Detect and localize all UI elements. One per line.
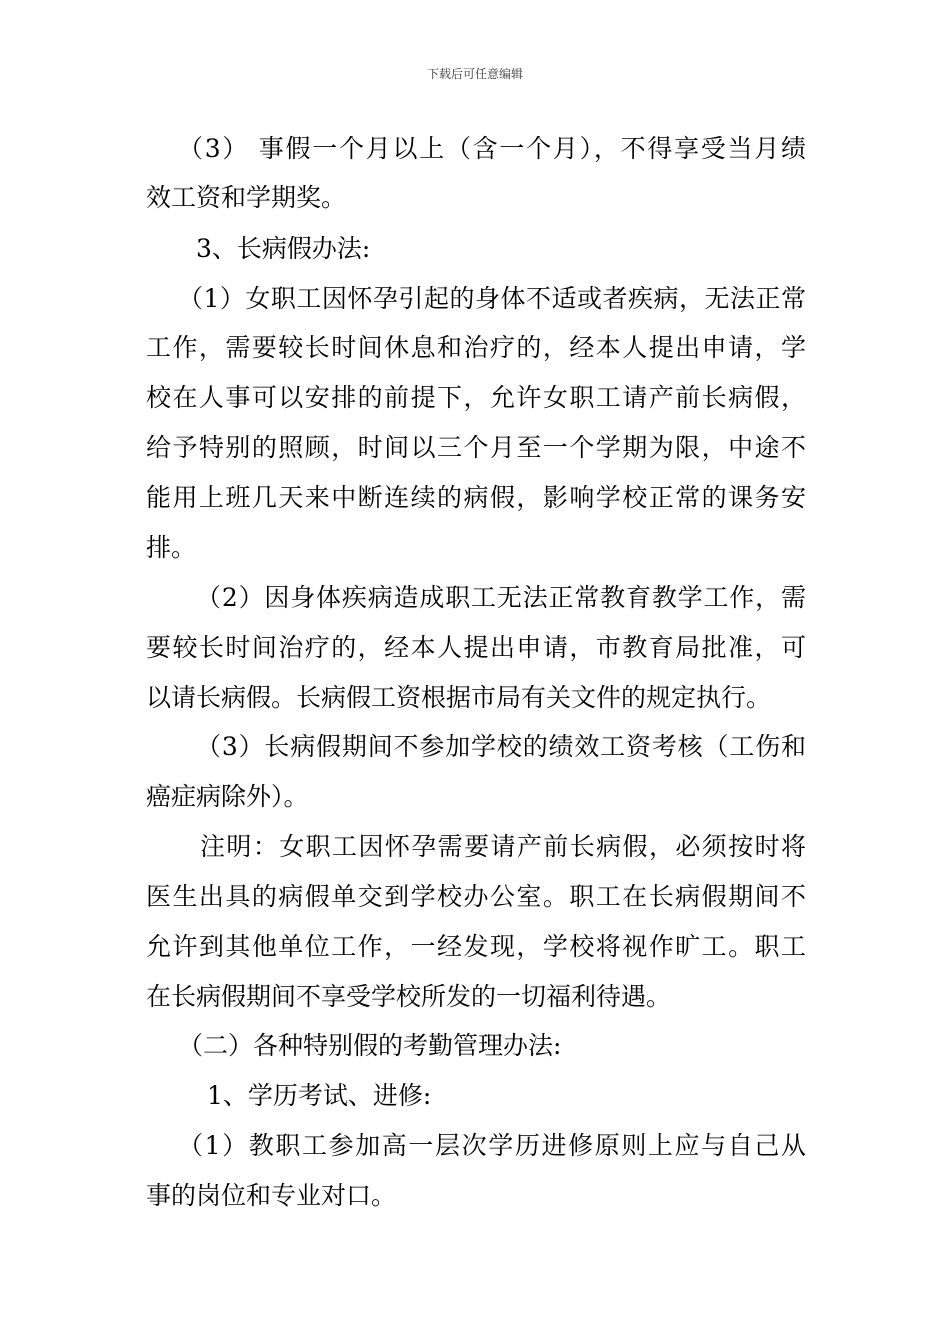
text-line-11: 要较长时间治疗的，经本人提出申请，市教育局批准，可	[146, 633, 806, 662]
text-line-16: 医生出具的病假单交到学校办公室。职工在长病假期间不	[146, 882, 806, 911]
text-line-20: 1、学历考试、进修:	[207, 1081, 432, 1110]
text-line-2: 效工资和学期奖。	[146, 183, 347, 212]
text-line-19: （二）各种特别假的考勤管理办法:	[178, 1031, 562, 1060]
text-line-17: 允许到其他单位工作，一经发现，学校将视作旷工。职工	[146, 932, 806, 961]
text-line-21: （1）教职工参加高一层次学历进修原则上应与自己从	[178, 1131, 806, 1160]
text-line-7: 给予特别的照顾，时间以三个月至一个学期为限，中途不	[146, 433, 806, 462]
text-line-5: 工作，需要较长时间休息和治疗的，经本人提出申请，学	[146, 333, 806, 362]
text-line-13: （3）长病假期间不参加学校的绩效工资考核（工伤和	[196, 732, 806, 761]
text-line-15: 注明：女职工因怀孕需要请产前长病假，必须按时将	[200, 832, 806, 861]
page-header: 下载后可任意编辑	[426, 67, 523, 81]
text-line-10: （2）因身体疾病造成职工无法正常教育教学工作，需	[196, 583, 806, 612]
text-line-1: （3） 事假一个月以上（含一个月），不得享受当月绩	[178, 134, 806, 163]
text-line-18: 在长病假期间不享受学校所发的一切福利待遇。	[146, 982, 672, 1011]
text-line-6: 校在人事可以安排的前提下，允许女职工请产前长病假，	[146, 383, 806, 412]
text-line-12: 以请长病假。长病假工资根据市局有关文件的规定执行。	[146, 683, 772, 712]
text-line-3: 3、长病假办法:	[196, 234, 371, 263]
text-line-22: 事的岗位和专业对口。	[146, 1181, 397, 1210]
text-line-4: （1）女职工因怀孕引起的身体不适或者疾病，无法正常	[178, 284, 806, 313]
text-line-9: 排。	[146, 533, 197, 562]
text-line-14: 癌症病除外）。	[146, 782, 309, 811]
text-line-8: 能用上班几天来中断连续的病假，影响学校正常的课务安	[146, 483, 806, 512]
